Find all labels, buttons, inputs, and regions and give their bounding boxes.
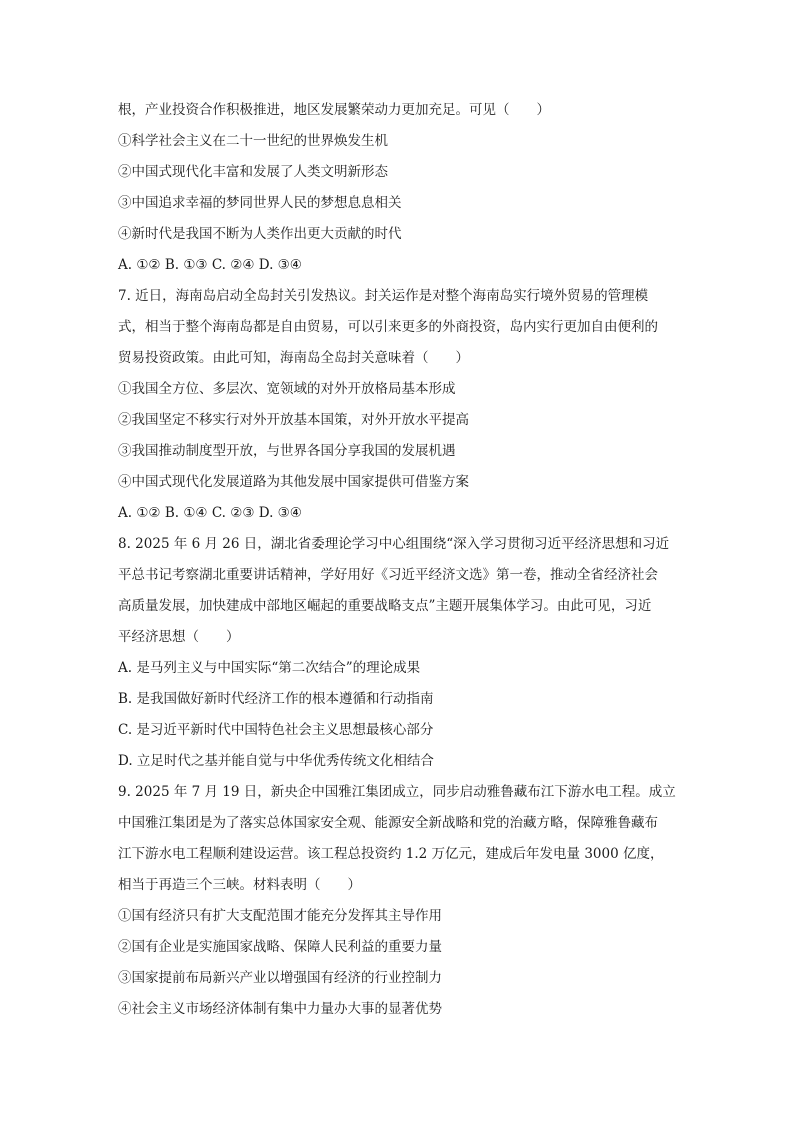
q7-item-3: ③我国推动制度型开放，与世界各国分享我国的发展机遇 (118, 443, 456, 459)
q9-stem-line-2: 中国雅江集团是为了落实总体国家安全观、能源安全新战略和党的治藏方略，保障雅鲁藏布 (118, 815, 658, 831)
q6-item-2: ②中国式现代化丰富和发展了人类文明新形态 (118, 164, 388, 180)
q8-stem-line-4: 平经济思想（ ） (118, 629, 240, 645)
q8-stem-line-3: 高质量发展，加快建成中部地区崛起的重要战略支点”主题开展集体学习。由此可见，习近 (118, 598, 652, 614)
question-9 (118, 782, 678, 1019)
question-6 (118, 100, 678, 275)
q9-stem-line-3: 江下游水电工程顺利建设运营。该工程总投资约 1.2 万亿元，建成后年发电量 3000 亿度， (118, 846, 664, 862)
q6-item-4: ④新时代是我国不断为人类作出更大贡献的时代 (118, 226, 402, 242)
q7-item-2: ②我国坚定不移实行对外开放基本国策，对外开放水平提高 (118, 412, 469, 428)
q9-stem-line-1: 9. 2025 年 7 月 19 日，新央企中国雅江集团成立，同步启动雅鲁藏布江下游水电工程。成立 (118, 784, 676, 800)
q7-options: A. ①② B. ①④ C. ②③ D. ③④ (118, 505, 302, 521)
q9-item-2: ②国有企业是实施国家战略、保障人民利益的重要力量 (118, 939, 442, 955)
q8-option-b: B. 是我国做好新时代经济工作的根本遵循和行动指南 (118, 691, 434, 707)
q8-option-a: A. 是马列主义与中国实际“第二次结合”的理论成果 (118, 660, 421, 676)
exam-page (118, 100, 678, 1019)
q9-item-1: ①国有经济只有扩大支配范围才能充分发挥其主导作用 (118, 908, 442, 924)
question-8 (118, 534, 678, 771)
q8-stem-line-2: 平总书记考察湖北重要讲话精神，学好用好《习近平经济文选》第一卷，推动全省经济社会 (118, 567, 658, 583)
question-7 (118, 286, 678, 523)
q9-stem-line-4: 相当于再造三个三峡。材料表明（ ） (118, 877, 361, 893)
q6-stem-tail: 根，产业投资合作积极推进，地区发展繁荣动力更加充足。可见（ ） (118, 102, 550, 118)
q7-stem-line-3: 贸易投资政策。由此可知，海南岛全岛封关意味着（ ） (118, 350, 469, 366)
q6-item-3: ③中国追求幸福的梦同世界人民的梦想息息相关 (118, 195, 402, 211)
q6-options: A. ①② B. ①③ C. ②④ D. ③④ (118, 257, 302, 273)
q7-item-4: ④中国式现代化发展道路为其他发展中国家提供可借鉴方案 (118, 474, 469, 490)
q7-stem-line-1: 7. 近日，海南岛启动全岛封关引发热议。封关运作是对整个海南岛实行境外贸易的管理模 (118, 288, 649, 304)
q9-item-4: ④社会主义市场经济体制有集中力量办大事的显著优势 (118, 1001, 442, 1017)
q8-stem-line-1: 8. 2025 年 6 月 26 日，湖北省委理论学习中心组围绕“深入学习贯彻习近平经济思想和习近 (118, 536, 670, 552)
q9-item-3: ③国家提前布局新兴产业以增强国有经济的行业控制力 (118, 970, 442, 986)
q8-option-d: D. 立足时代之基并能自觉与中华优秀传统文化相结合 (118, 753, 434, 769)
q8-option-c: C. 是习近平新时代中国特色社会主义思想最核心部分 (118, 722, 434, 738)
q7-item-1: ①我国全方位、多层次、宽领域的对外开放格局基本形成 (118, 381, 456, 397)
q6-item-1: ①科学社会主义在二十一世纪的世界焕发生机 (118, 133, 388, 149)
q7-stem-line-2: 式，相当于整个海南岛都是自由贸易，可以引来更多的外商投资，岛内实行更加自由便利的 (118, 319, 658, 335)
